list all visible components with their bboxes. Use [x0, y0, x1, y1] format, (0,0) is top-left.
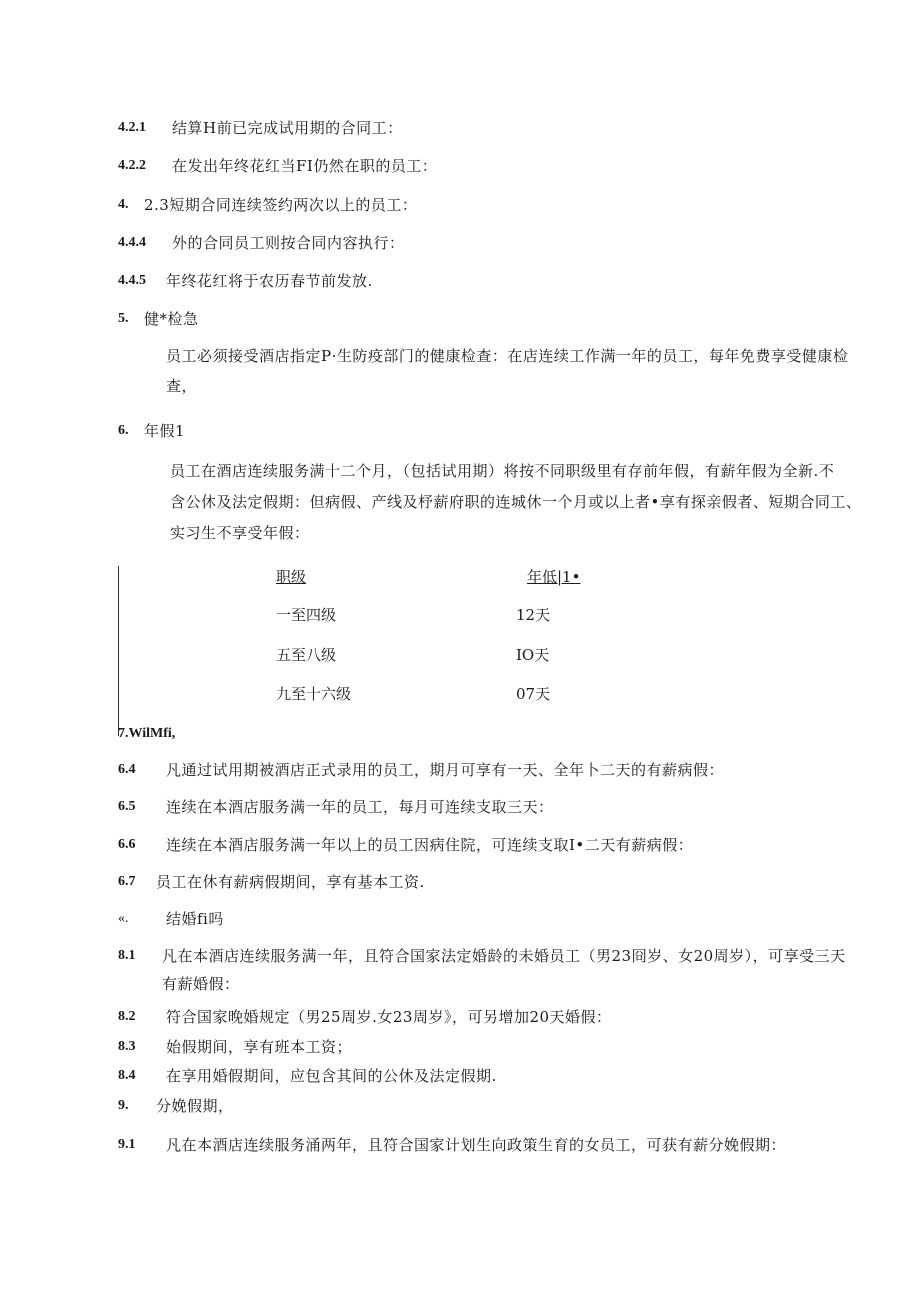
clause-number: 4.2.1: [118, 120, 146, 135]
clause-number: 8.4: [118, 1068, 136, 1083]
table-cell-grade: 九至十六级: [276, 685, 352, 703]
table-cell-days: 07天: [516, 685, 551, 703]
paragraph-line: 含公休及法定假期：但病假、产线及杼薪府职的连城休一个月或以上者•享有探亲假者、短期合同工、: [170, 493, 862, 511]
section-title: 健*检急: [144, 310, 199, 328]
clause-text: 凡通过试用期被酒店正式录用的员工，期月可享有一天、全年卜二天的有薪病假：: [166, 761, 725, 779]
clause-text: 在发出年终花红当FI仍然在职的员工：: [172, 157, 438, 175]
table-cell-grade: 五至八级: [276, 646, 337, 664]
clause-text: 符合国家晚婚规定（男25周岁.女23周岁》，可另增加20天婚假：: [166, 1008, 612, 1026]
clause-text: 结算H前已完成试用期的合同工：: [172, 119, 403, 137]
section-number: «.: [118, 911, 129, 926]
clause-number: 6.4: [118, 762, 136, 777]
clause-text: 凡在本酒店连续服务涌两年，且符合国家计划生向政策生育的女员工，可获有薪分娩假期：: [166, 1136, 787, 1154]
clause-number: 8.2: [118, 1009, 136, 1024]
clause-number: 6.5: [118, 799, 136, 814]
table-left-rule: [118, 566, 119, 736]
clause-text: 在享用婚假期间，应包含其间的公休及法定假期.: [166, 1067, 497, 1085]
section-title: 年假1: [144, 422, 186, 440]
table-cell-grade: 一至四级: [276, 606, 337, 624]
paragraph-line: 实习生不享受年假：: [170, 524, 310, 542]
section-number: 6.: [118, 423, 129, 438]
section-title: 分娩假期，: [156, 1097, 234, 1115]
clause-text: 年终花红将于农历春节前发放.: [166, 272, 373, 290]
paragraph-line: 员工必须接受酒店指定P·生防疫部门的健康检查：在店连续工作满一年的员工，每年免费享受健康检: [166, 347, 849, 365]
table-cell-days: IO天: [516, 646, 550, 664]
clause-text: 凡在本酒店连续服务满一年，且符合国家法定婚龄的未婚员工（男23冏岁、女20周岁），可享受三天: [162, 947, 846, 965]
paragraph-line: 查，: [166, 377, 198, 395]
clause-text: 始假期间，享有班本工资；: [166, 1038, 353, 1056]
table-header-days: 年低|1•: [527, 568, 581, 586]
table-header-grade: 职级: [276, 568, 307, 586]
table-cell-days: 12天: [516, 606, 551, 624]
clause-text: 员工在休有薪病假期间，享有基本工资.: [156, 873, 425, 891]
clause-text: 连续在本酒店服务满一年以上的员工因病住院，可连续支取I•二天有薪病假：: [166, 836, 694, 854]
clause-number: 4.2.2: [118, 158, 146, 173]
clause-number: 9.1: [118, 1137, 136, 1152]
clause-number: 4.4.5: [118, 273, 146, 288]
clause-number: 4.: [118, 197, 129, 212]
clause-number: 6.6: [118, 837, 136, 852]
clause-number: 4.4.4: [118, 235, 146, 250]
section-number: 7.WilMfi,: [118, 726, 176, 741]
clause-text-cont: 有薪婚假：: [162, 975, 240, 993]
clause-number: 8.1: [118, 948, 136, 963]
section-number: 9.: [118, 1098, 129, 1113]
clause-text: 连续在本酒店服务满一年的员工，每月可连续支取三天：: [166, 798, 554, 816]
section-title: 结婚fi吗: [166, 910, 224, 928]
clause-text: 外的合同员工则按合同内容执行：: [172, 234, 405, 252]
paragraph-line: 员工在酒店连续服务满十二个月，（包括试用期）将按不同职级里有存前年假，有薪年假为全新.不: [170, 462, 835, 480]
clause-text: 2.3短期合同连续签约两次以上的员工：: [144, 196, 418, 214]
section-number: 5.: [118, 311, 129, 326]
clause-number: 8.3: [118, 1039, 136, 1054]
clause-number: 6.7: [118, 874, 136, 889]
